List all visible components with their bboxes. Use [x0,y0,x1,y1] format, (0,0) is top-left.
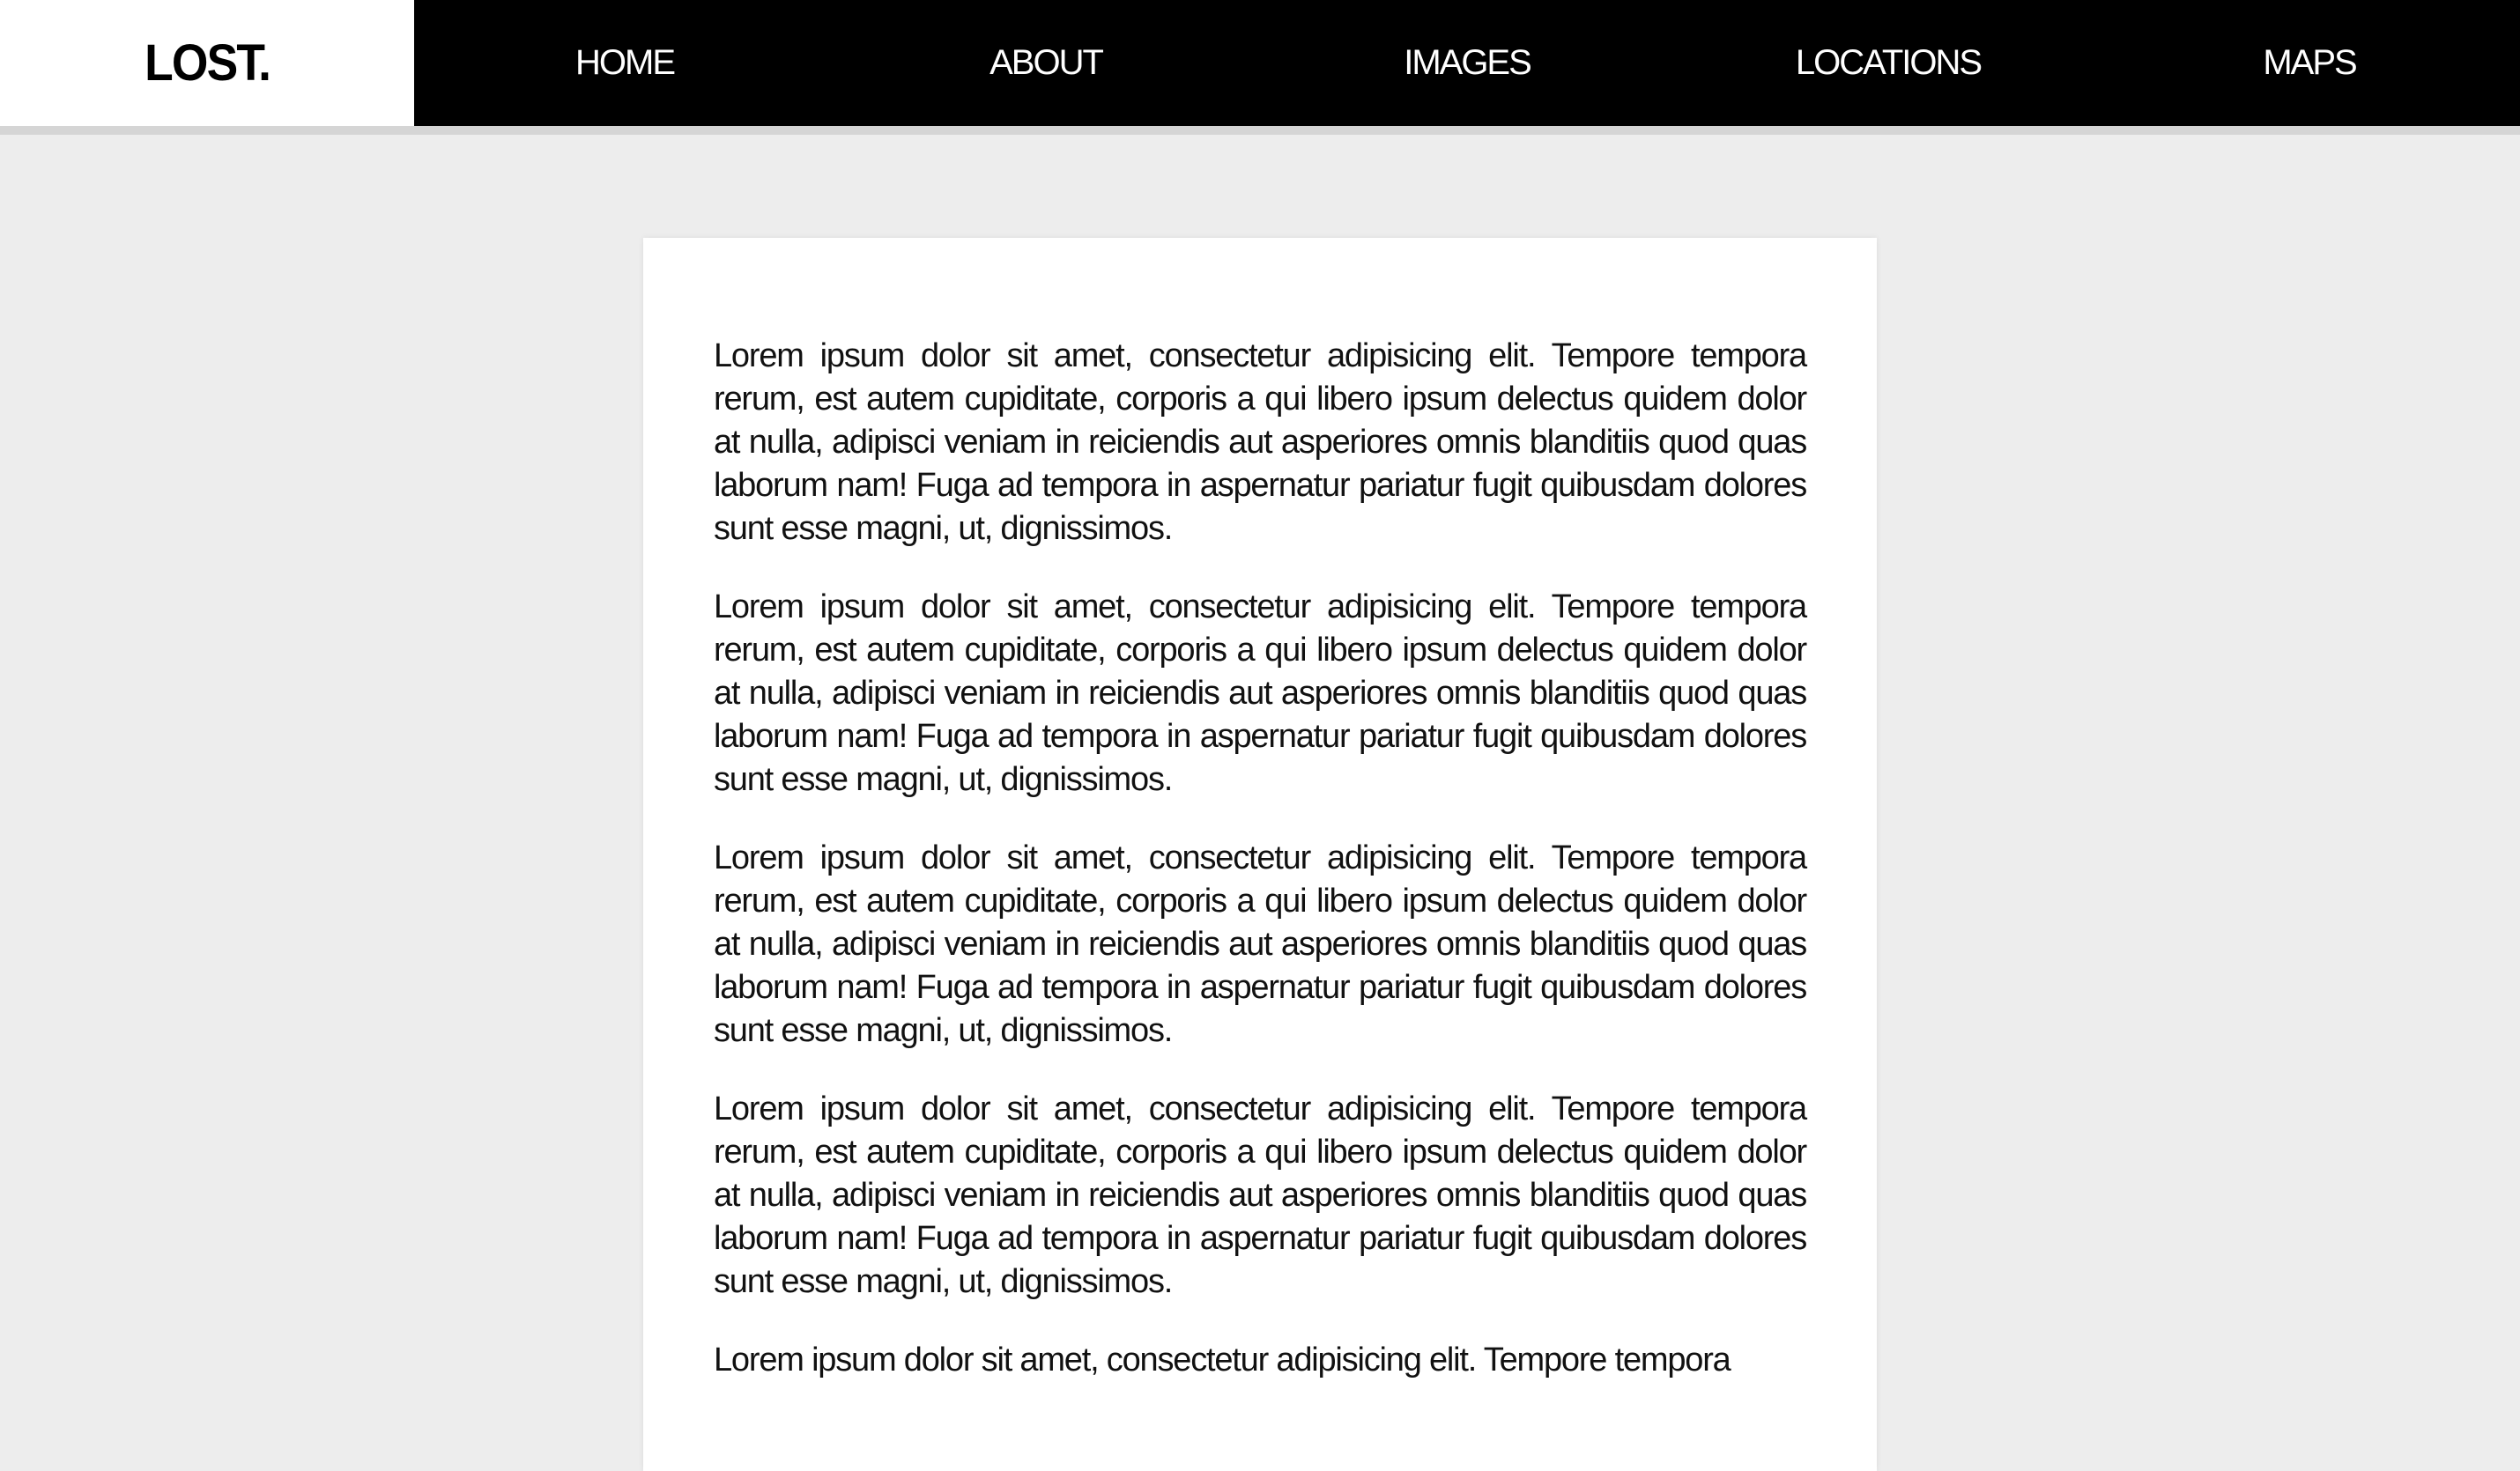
nav-maps[interactable]: MAPS [2263,43,2356,82]
paragraph: Lorem ipsum dolor sit amet, consectetur adipisicing elit. Tempore tempora rerum, est autem cupiditate, corporis a qui libero ipsum delectus quidem dolor at nulla, adipisci veniam in reiciendis aut asperiores omnis blanditiis quod quas laborum nam! Fuga ad tempora in aspernatur pariatur fugit quibusdam dolores sunt esse magni, ut, dignissimos. [714,1090,1806,1300]
content-card [643,238,1877,1471]
logo[interactable] [0,0,414,126]
nav-locations[interactable]: LOCATIONS [1795,43,1982,82]
nav-about[interactable]: ABOUT [989,43,1102,82]
paragraph: Lorem ipsum dolor sit amet, consectetur adipisicing elit. Tempore tempora rerum, est autem cupiditate, corporis a qui libero ipsum delectus quidem dolor at nulla, adipisci veniam in reiciendis aut asperiores omnis blanditiis quod quas laborum nam! Fuga ad tempora in aspernatur pariatur fugit quibusdam dolores sunt esse magni, ut, dignissimos. [714,588,1806,798]
paragraph: Lorem ipsum dolor sit amet, consectetur adipisicing elit. Tempore tempora [714,1342,1731,1379]
site-header [0,0,2520,135]
nav-images[interactable]: IMAGES [1404,43,1531,82]
logo-text: LOST. [145,34,270,92]
nav-home[interactable]: HOME [575,43,674,82]
paragraph: Lorem ipsum dolor sit amet, consectetur adipisicing elit. Tempore tempora rerum, est autem cupiditate, corporis a qui libero ipsum delectus quidem dolor at nulla, adipisci veniam in reiciendis aut asperiores omnis blanditiis quod quas laborum nam! Fuga ad tempora in aspernatur pariatur fugit quibusdam dolores sunt esse magni, ut, dignissimos. [714,839,1806,1049]
main-nav [414,0,2520,126]
paragraph: Lorem ipsum dolor sit amet, consectetur adipisicing elit. Tempore tempora rerum, est autem cupiditate, corporis a qui libero ipsum delectus quidem dolor at nulla, adipisci veniam in reiciendis aut asperiores omnis blanditiis quod quas laborum nam! Fuga ad tempora in aspernatur pariatur fugit quibusdam dolores sunt esse magni, ut, dignissimos. [714,337,1806,547]
